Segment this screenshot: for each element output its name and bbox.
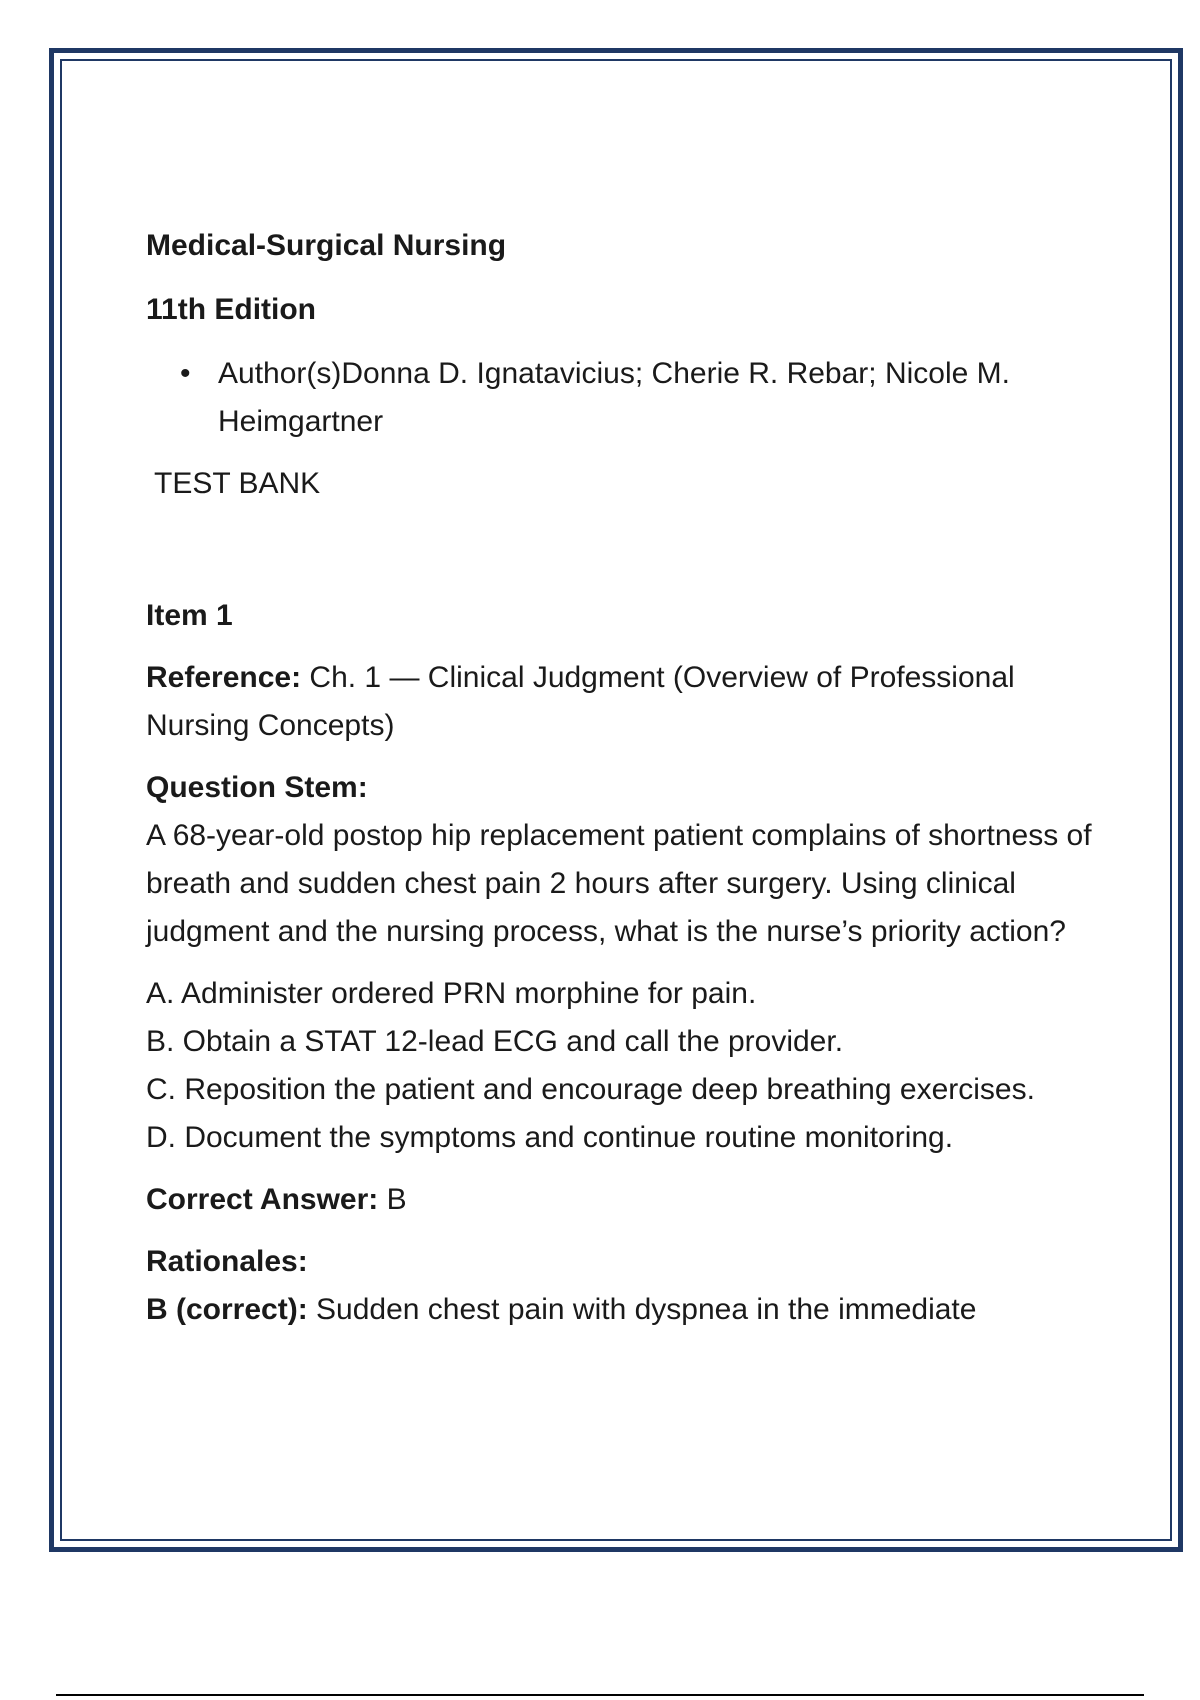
item-title: Item 1 [146, 599, 233, 632]
option-a: A. Administer ordered PRN morphine for pain. [146, 977, 757, 1010]
answer-options [146, 970, 1106, 1162]
authors-names: Donna D. Ignatavicius; Cherie R. Rebar; Nicole M. Heimgartner [218, 357, 1010, 438]
rationale-b-label: B (correct): [146, 1293, 308, 1326]
rationale-b [146, 1286, 1106, 1334]
option-d: D. Document the symptoms and continue routine monitoring. [146, 1121, 954, 1154]
question-stem-text: A 68-year-old postop hip replacement patient complains of shortness of breath and sudden chest pain 2 hours after surgery. Using clinical judgment and the nursing process, what is the nurse’s priority action? [146, 819, 1092, 948]
author-list-item [180, 350, 1106, 446]
correct-answer-value: B [378, 1183, 407, 1216]
reference-text: Ch. 1 — Clinical Judgment (Overview of Professional Nursing Concepts) [146, 661, 1015, 742]
book-title: Medical-Surgical Nursing [146, 229, 507, 262]
book-edition: 11th Edition [146, 293, 317, 326]
authors-label: Author(s) [218, 357, 342, 390]
rationale-b-text: Sudden chest pain with dyspnea in the immediate [307, 1293, 977, 1326]
item-reference [146, 654, 1106, 750]
option-c: C. Reposition the patient and encourage deep breathing exercises. [146, 1073, 1035, 1106]
question-stem-label: Question Stem: [146, 771, 368, 804]
reference-label: Reference: [146, 661, 302, 694]
option-b: B. Obtain a STAT 12-lead ECG and call the provider. [146, 1025, 844, 1058]
correct-answer-label: Correct Answer: [146, 1183, 379, 1216]
rationales-label: Rationales: [146, 1245, 308, 1278]
footer-divider [56, 1694, 1144, 1696]
correct-answer [146, 1176, 1106, 1224]
bullet-icon: • [180, 357, 191, 390]
test-bank-label: TEST BANK [154, 467, 321, 500]
document-content [146, 222, 1106, 1334]
author-list [146, 350, 1106, 446]
